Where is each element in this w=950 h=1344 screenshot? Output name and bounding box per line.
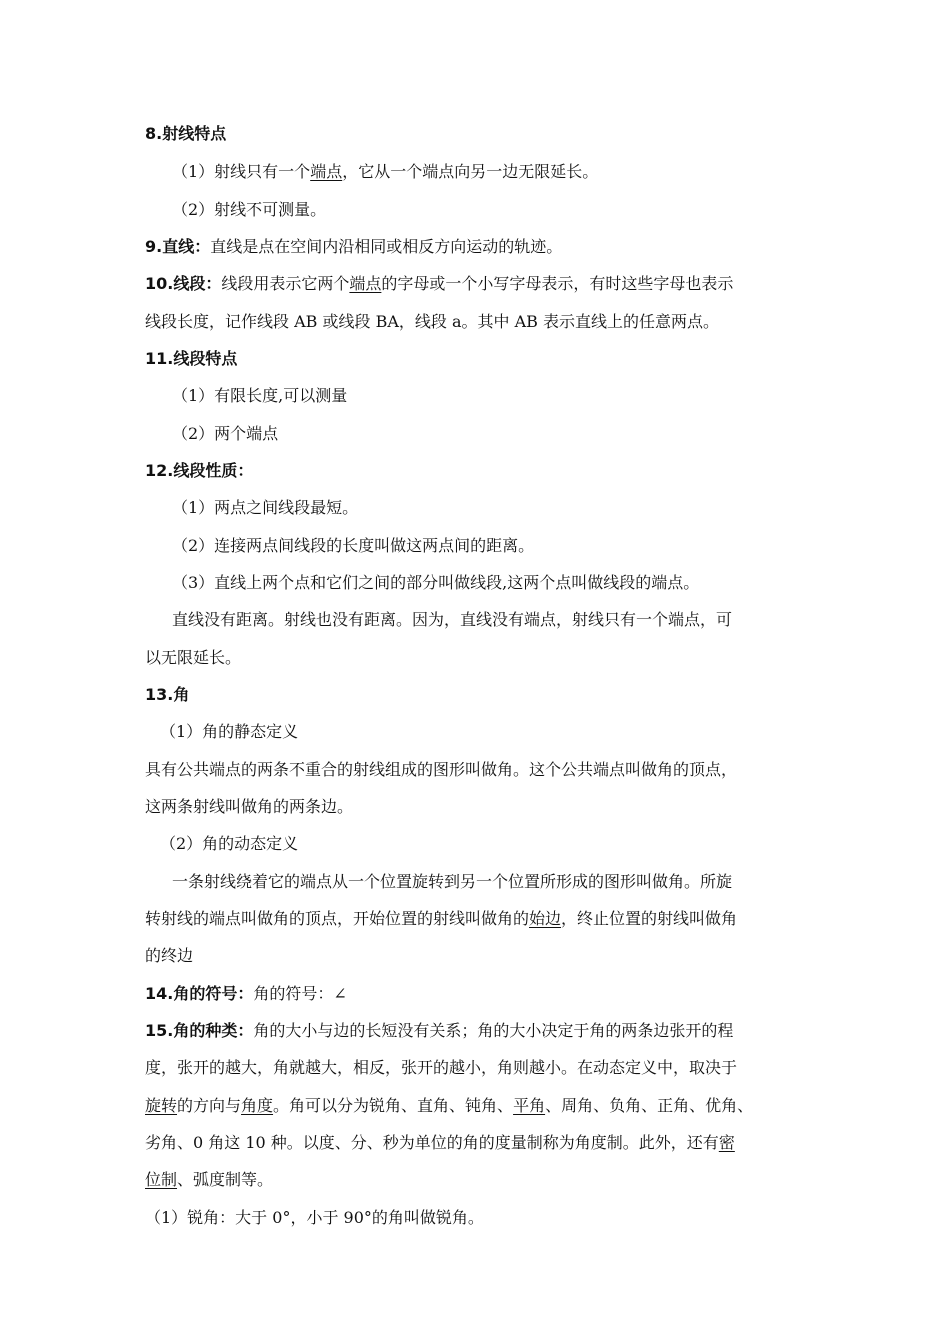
section-10-line-1: 10.线段：线段用表示它两个端点的字母或一个小写字母表示，有时这些字母也表示	[145, 274, 734, 293]
underlined-term: 位制	[145, 1170, 178, 1189]
section-12-note-line-2: 以无限延长。	[145, 648, 242, 667]
underlined-term: 平角	[513, 1096, 546, 1115]
section-15-line-2: 度，张开的越大，角就越大，相反，张开的越小，角则越小。在动态定义中，取决于	[145, 1058, 738, 1077]
section-14: 14.角的符号：角的符号：∠	[145, 984, 347, 1003]
section-15-acute: （1）锐角：大于 0°，小于 90°的角叫做锐角。	[145, 1208, 484, 1227]
underlined-term: 密	[718, 1133, 735, 1152]
section-12-heading: 12.线段性质：	[145, 461, 254, 480]
section-12-note-line-1: 直线没有距离。射线也没有距离。因为，直线没有端点，射线只有一个端点，可	[172, 610, 733, 629]
section-15-line-5: 位制、弧度制等。	[145, 1170, 274, 1189]
section-11-heading: 11.线段特点	[145, 349, 238, 368]
section-13-static-line-2: 这两条射线叫做角的两条边。	[145, 797, 354, 816]
underlined-term: 端点	[349, 274, 382, 293]
section-13-dynamic-line-2: 转射线的端点叫做角的顶点，开始位置的射线叫做角的始边，终止位置的射线叫做角	[145, 909, 738, 928]
section-12-item-3: （3）直线上两个点和它们之间的部分叫做线段,这两个点叫做线段的端点。	[172, 573, 700, 592]
section-13-static-title: （1）角的静态定义	[160, 722, 299, 741]
section-8-item-2: （2）射线不可测量。	[172, 200, 327, 219]
section-13-dynamic-title: （2）角的动态定义	[160, 834, 299, 853]
section-15-line-3: 旋转的方向与角度。角可以分为锐角、直角、钝角、平角、周角、负角、正角、优角、	[145, 1096, 754, 1115]
underlined-term: 端点	[310, 162, 343, 181]
underlined-term: 角度	[241, 1096, 274, 1115]
section-13-dynamic-line-3: 的终边	[145, 946, 194, 965]
section-11-item-1: （1）有限长度,可以测量	[172, 386, 348, 405]
underlined-term: 始边	[529, 909, 562, 928]
section-13-heading: 13.角	[145, 685, 190, 704]
section-13-dynamic-line-1: 一条射线绕着它的端点从一个位置旋转到另一个位置所形成的图形叫做角。所旋	[172, 872, 733, 891]
section-8-heading: 8.射线特点	[145, 124, 227, 143]
section-12-item-2: （2）连接两点间线段的长度叫做这两点间的距离。	[172, 536, 535, 555]
section-12-item-1: （1）两点之间线段最短。	[172, 498, 359, 517]
section-13-static-line-1: 具有公共端点的两条不重合的射线组成的图形叫做角。这个公共端点叫做角的顶点，	[145, 760, 738, 779]
section-9: 9.直线：直线是点在空间内沿相同或相反方向运动的轨迹。	[145, 237, 563, 256]
section-10-line-2: 线段长度，记作线段 AB 或线段 BA，线段 a。其中 AB 表示直线上的任意两点。	[145, 312, 719, 331]
section-11-item-2: （2）两个端点	[172, 424, 279, 443]
section-15-line-4: 劣角、0 角这 10 种。以度、分、秒为单位的角的度量制称为角度制。此外，还有密	[145, 1133, 735, 1152]
underlined-term: 旋转	[145, 1096, 178, 1115]
section-8-item-1: （1）射线只有一个端点，它从一个端点向另一边无限延长。	[172, 162, 599, 181]
section-15-line-1: 15.角的种类：角的大小与边的长短没有关系；角的大小决定于角的两条边张开的程	[145, 1021, 734, 1040]
